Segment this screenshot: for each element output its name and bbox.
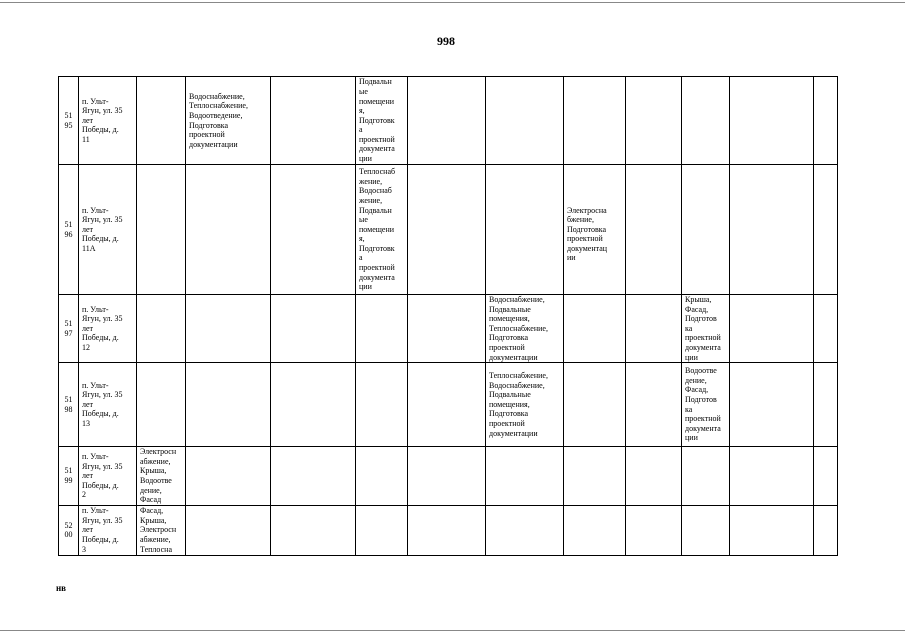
work-cell xyxy=(408,165,486,295)
work-cell xyxy=(186,363,271,447)
work-cell xyxy=(271,165,356,295)
work-cell xyxy=(408,295,486,363)
address-cell xyxy=(79,77,137,165)
table-row xyxy=(59,165,838,295)
cell-text: 51 96 xyxy=(64,219,73,239)
cell-text: п. Ульт- Ягун, ул. 35 лет Победы, д. 11А xyxy=(82,205,123,253)
cell-text: Теплоснабжение, Водоснабжение, Подвальные помещения, Подготовка проектной документации xyxy=(489,371,548,438)
work-cell xyxy=(682,447,730,506)
scan-edge-bottom xyxy=(0,630,905,631)
table-row xyxy=(59,363,838,447)
cell-text: Электросн абжение, Крыша, Водоотве дение, Фасад xyxy=(140,447,177,505)
cell-text: п. Ульт- Ягун, ул. 35 лет Победы, д. 13 xyxy=(82,380,123,429)
work-cell xyxy=(356,447,408,506)
work-cell xyxy=(408,505,486,555)
work-cell xyxy=(271,447,356,506)
cell-text: 52 00 xyxy=(64,520,73,540)
work-cell xyxy=(271,295,356,363)
row-number-cell xyxy=(59,447,79,506)
scan-edge-top xyxy=(0,2,905,3)
cell-text: п. Ульт- Ягун, ул. 35 лет Победы, д. 11 xyxy=(82,96,123,144)
row-number-cell xyxy=(59,363,79,447)
work-cell xyxy=(564,363,626,447)
cell-text: Водоснабжение, Теплоснабжение, Водоотведение, Подготовка проектной документации xyxy=(189,91,248,149)
work-cell xyxy=(137,505,186,555)
cell-text: п. Ульт- Ягун, ул. 35 лет Победы, д. 12 xyxy=(82,304,123,352)
cell-text: 51 97 xyxy=(64,318,73,338)
cell-text: Фасад, Крыша, Электросн абжение, Теплосна xyxy=(140,506,177,554)
work-cell xyxy=(730,505,814,555)
work-cell xyxy=(356,505,408,555)
empty-cell xyxy=(814,295,838,363)
cell-text: Крыша, Фасад, Подготов ка проектной документа ции xyxy=(685,295,721,362)
work-cell xyxy=(408,447,486,506)
work-cell xyxy=(730,165,814,295)
cell-text: п. Ульт- Ягун, ул. 35 лет Победы, д. 3 xyxy=(82,506,123,554)
row-number-cell xyxy=(59,295,79,363)
work-cell xyxy=(356,363,408,447)
work-cell xyxy=(137,295,186,363)
cell-text: Электросна бжение, Подготовка проектной документац ии xyxy=(567,205,608,263)
work-cell xyxy=(486,165,564,295)
work-cell xyxy=(730,77,814,165)
work-cell xyxy=(137,165,186,295)
work-cell xyxy=(137,363,186,447)
table-row xyxy=(59,505,838,555)
table-row xyxy=(59,77,838,165)
row-number-cell xyxy=(59,77,79,165)
work-cell xyxy=(682,165,730,295)
work-cell xyxy=(730,363,814,447)
work-cell xyxy=(271,363,356,447)
work-cell xyxy=(356,77,408,165)
work-cell xyxy=(186,77,271,165)
work-cell xyxy=(626,77,682,165)
cell-text: 51 98 xyxy=(64,395,73,414)
work-cell xyxy=(564,447,626,506)
empty-cell xyxy=(814,505,838,555)
cell-text: п. Ульт- Ягун, ул. 35 лет Победы, д. 2 xyxy=(82,451,123,500)
work-cell xyxy=(682,295,730,363)
table-row xyxy=(59,295,838,363)
work-cell xyxy=(408,77,486,165)
work-cell xyxy=(486,505,564,555)
empty-cell xyxy=(814,363,838,447)
work-cell xyxy=(408,363,486,447)
row-number-cell xyxy=(59,505,79,555)
work-cell xyxy=(730,447,814,506)
address-cell xyxy=(79,505,137,555)
cell-text: Подвальн ые помещени я, Подготовк а проектной документа ции xyxy=(359,77,395,164)
table-row xyxy=(59,447,838,506)
work-cell xyxy=(564,165,626,295)
page-number: 998 xyxy=(437,34,455,48)
cell-text: 51 95 xyxy=(64,110,73,130)
work-cell xyxy=(137,77,186,165)
row-number-cell xyxy=(59,165,79,295)
work-cell xyxy=(626,363,682,447)
work-cell xyxy=(564,295,626,363)
address-cell xyxy=(79,363,137,447)
address-cell xyxy=(79,295,137,363)
footer-code: нв xyxy=(56,583,67,593)
housing-repair-table xyxy=(58,76,838,556)
work-cell xyxy=(486,363,564,447)
work-cell xyxy=(356,165,408,295)
work-cell xyxy=(486,77,564,165)
work-cell xyxy=(271,505,356,555)
cell-text: Водоснабжение, Подвальные помещения, Теплоснабжение, Подготовка проектной документации xyxy=(489,295,548,362)
work-cell xyxy=(682,77,730,165)
work-cell xyxy=(626,295,682,363)
work-cell xyxy=(486,447,564,506)
work-cell xyxy=(682,363,730,447)
work-cell xyxy=(626,165,682,295)
work-cell xyxy=(186,165,271,295)
work-cell xyxy=(486,295,564,363)
empty-cell xyxy=(814,165,838,295)
work-cell xyxy=(682,505,730,555)
cell-text: 51 99 xyxy=(64,466,73,485)
address-cell xyxy=(79,447,137,506)
cell-text: Водоотве дение, Фасад, Подготов ка проектной документа ции xyxy=(685,366,721,443)
cell-text: Теплоснаб жение, Водоснаб жение, Подвальн ые помещени я, Подготовк а проектной документа ции xyxy=(359,167,396,292)
work-cell xyxy=(186,295,271,363)
work-cell xyxy=(186,447,271,506)
work-cell xyxy=(271,77,356,165)
work-cell xyxy=(730,295,814,363)
empty-cell xyxy=(814,77,838,165)
work-cell xyxy=(356,295,408,363)
address-cell xyxy=(79,165,137,295)
work-cell xyxy=(564,77,626,165)
work-cell xyxy=(626,447,682,506)
work-cell xyxy=(137,447,186,506)
empty-cell xyxy=(814,447,838,506)
work-cell xyxy=(564,505,626,555)
work-cell xyxy=(626,505,682,555)
work-cell xyxy=(186,505,271,555)
